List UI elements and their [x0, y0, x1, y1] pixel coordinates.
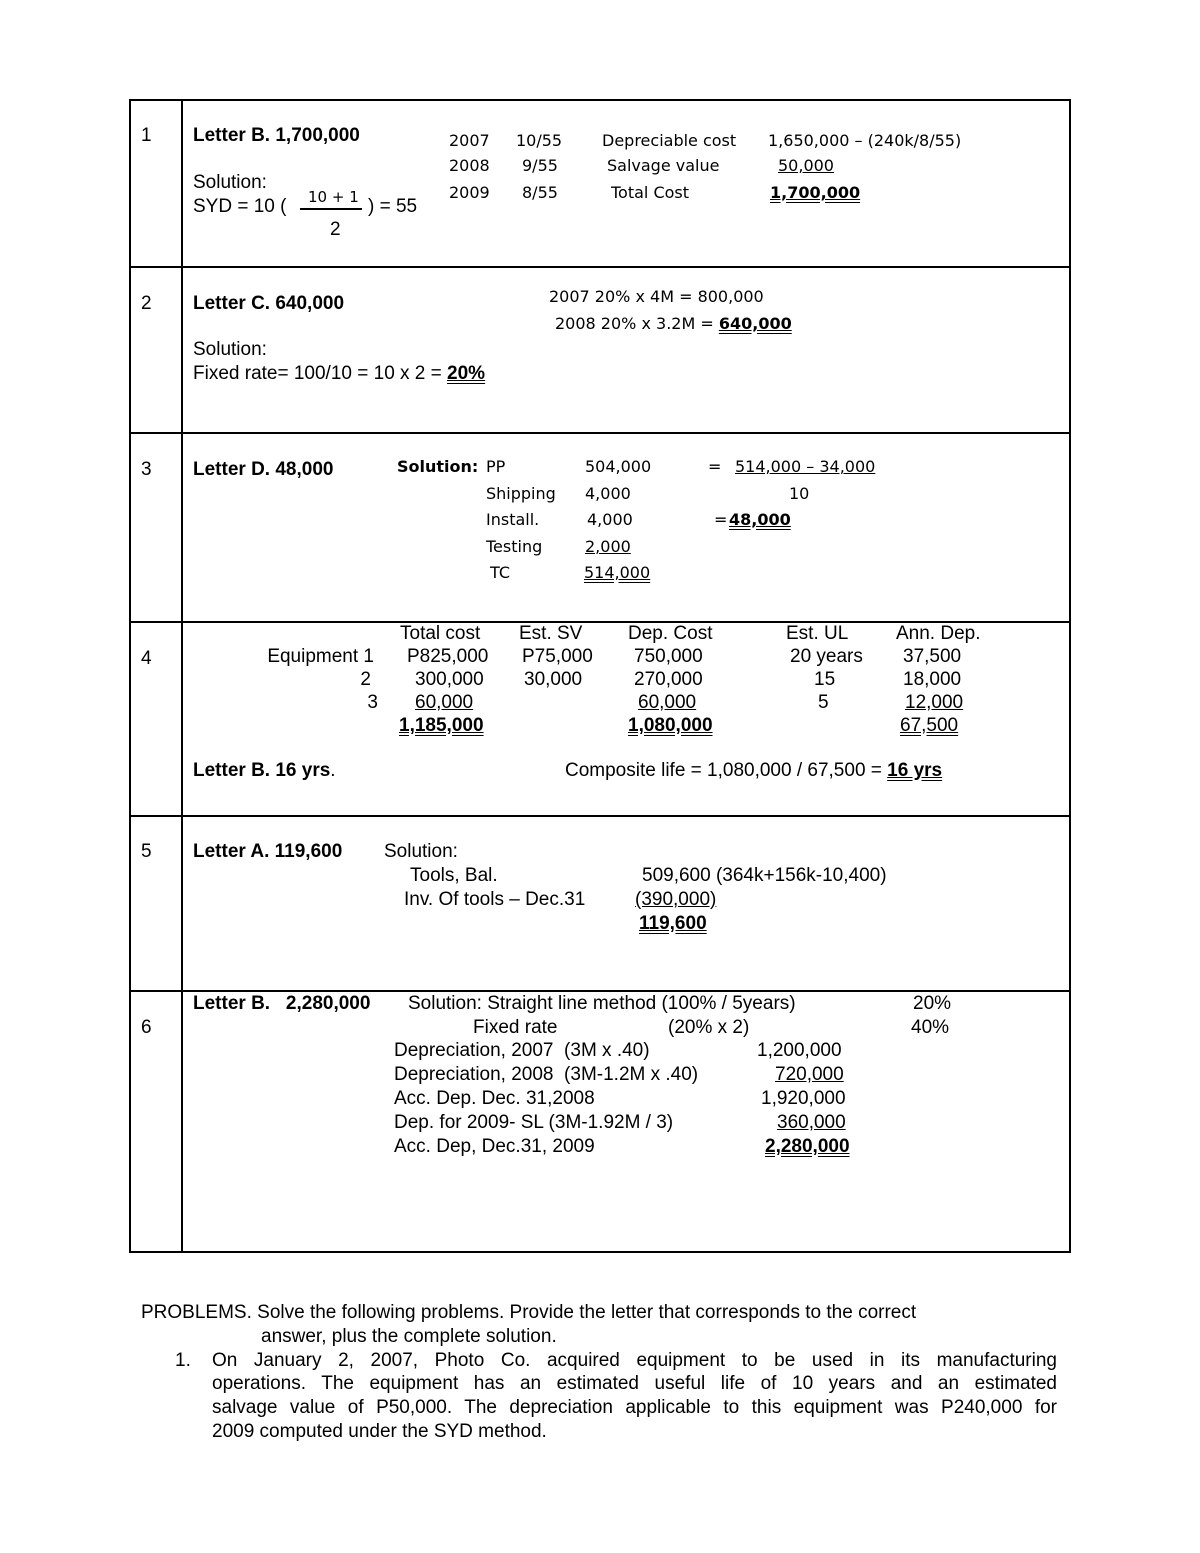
schedule-value: 1,650,000 – (240k/8/55) — [768, 131, 962, 150]
line-value: 1,920,000 — [761, 1088, 846, 1109]
composite-life-line — [565, 760, 942, 782]
salvage-value: P75,000 — [522, 646, 593, 667]
total-cost: 60,000 — [415, 692, 474, 713]
equipment-label: Equipment 1 — [267, 646, 374, 667]
column-header: Est. SV — [519, 623, 583, 644]
fraction-bar — [300, 208, 362, 210]
row-number: 3 — [141, 459, 152, 480]
schedule-fraction: 10/55 — [516, 131, 563, 150]
annual-depreciation: 12,000 — [905, 692, 964, 713]
syd-denominator: 2 — [330, 219, 341, 240]
calc-line: 2007 20% x 4M = 800,000 — [549, 287, 764, 306]
line-label: Depreciation, 2007 (3M x .40) — [394, 1040, 650, 1061]
calc-result: 640,000 — [718, 314, 792, 333]
fixed-rate-line — [193, 363, 485, 385]
schedule-label: Total Cost — [611, 183, 690, 202]
problem-text-line: operations. The equipment has an estimated useful life of 10 years and an estimated — [212, 1373, 1057, 1394]
answer-letter: Letter B. 1,700,000 — [193, 125, 360, 146]
syd-numerator: 10 + 1 — [308, 188, 359, 206]
syd-formula-left: SYD = 10 ( — [193, 196, 287, 217]
solution-label: Solution: — [384, 841, 458, 862]
answer-period: . — [330, 760, 336, 781]
schedule-year: 2007 — [449, 131, 490, 150]
line-value: 720,000 — [775, 1064, 844, 1085]
row-number: 2 — [141, 293, 152, 314]
solution-label: Solution: — [193, 172, 267, 193]
line-value: (390,000) — [635, 889, 717, 910]
column-header: Dep. Cost — [628, 623, 713, 644]
solution-label: Solution: — [193, 339, 267, 360]
calc-text: 2008 20% x 3.2M = — [555, 314, 719, 333]
row-number: 1 — [141, 125, 152, 146]
fixed-rate-label: Fixed rate — [473, 1017, 558, 1038]
useful-life: 20 years — [790, 646, 863, 667]
fixed-rate-calc: (20% x 2) — [668, 1017, 750, 1038]
cost-item-value: 4,000 — [585, 484, 631, 503]
fixed-rate-value: 40% — [911, 1017, 950, 1038]
problem-number: 1. — [175, 1350, 191, 1371]
schedule-year: 2008 — [449, 156, 490, 175]
column-header: Ann. Dep. — [896, 623, 981, 644]
cost-item-label: Testing — [486, 537, 543, 556]
equipment-label: 2 — [360, 669, 371, 690]
problem-text-line: salvage value of P50,000. The depreciation applicable to this equipment was P240,000 for — [212, 1397, 1057, 1418]
line-label: Acc. Dep. Dec. 31,2008 — [394, 1088, 595, 1109]
cost-item-value: 504,000 — [585, 457, 652, 476]
row-divider — [129, 990, 1071, 992]
annual-depreciation-sum: 67,500 — [900, 715, 959, 736]
equals-sign: = — [714, 510, 728, 529]
answer-letter: Letter D. 48,000 — [193, 459, 334, 480]
solution-text: Solution: Straight line method (100% / 5years) — [408, 993, 796, 1014]
depreciable-cost: 270,000 — [634, 669, 703, 690]
fixed-rate-text: Fixed rate= 100/10 = 10 x 2 = — [193, 363, 448, 384]
formula-denominator: 10 — [789, 484, 810, 503]
solution-rate: 20% — [913, 993, 952, 1014]
line-label: Dep. for 2009- SL (3M-1.92M / 3) — [394, 1112, 674, 1133]
problem-text-line: On January 2, 2007, Photo Co. acquired equipment to be used in its manufacturing — [212, 1350, 1057, 1371]
depreciable-cost: 60,000 — [638, 692, 697, 713]
line-label: Tools, Bal. — [410, 865, 498, 886]
schedule-label: Depreciable cost — [602, 131, 737, 150]
schedule-label: Salvage value — [607, 156, 720, 175]
answer-line — [193, 760, 336, 782]
answer-letter: Letter C. 640,000 — [193, 293, 345, 314]
problems-heading-continued: answer, plus the complete solution. — [261, 1326, 557, 1347]
table-column-divider — [181, 99, 183, 1253]
useful-life: 5 — [818, 692, 829, 713]
cost-item-label: TC — [490, 563, 511, 582]
problem-text-line: 2009 computed under the SYD method. — [212, 1421, 547, 1442]
solution-label: Solution: — [397, 457, 479, 476]
composite-life-text: Composite life = 1,080,000 / 67,500 = — [565, 760, 888, 781]
row-divider — [129, 432, 1071, 434]
line-label: Depreciation, 2008 (3M-1.2M x .40) — [394, 1064, 699, 1085]
problems-heading: PROBLEMS. Solve the following problems. Provide the letter that corresponds to the correct — [141, 1302, 917, 1323]
answer-letter: Letter B. 2,280,000 — [193, 993, 371, 1014]
schedule-value: 50,000 — [778, 156, 834, 175]
cost-item-value: 2,000 — [585, 537, 631, 556]
cost-item-label: Install. — [486, 510, 540, 529]
salvage-value: 30,000 — [524, 669, 583, 690]
line-result: 119,600 — [639, 913, 707, 934]
equipment-label: 3 — [367, 692, 378, 713]
syd-formula-right: ) = 55 — [368, 196, 418, 217]
row-number: 6 — [141, 1017, 152, 1038]
line-label: Inv. Of tools – Dec.31 — [404, 889, 586, 910]
column-header: Total cost — [400, 623, 481, 644]
line-value: 360,000 — [777, 1112, 846, 1133]
composite-life-value: 16 yrs — [887, 760, 943, 781]
formula-numerator: 514,000 – 34,000 — [735, 457, 876, 476]
schedule-total: 1,700,000 — [770, 183, 861, 202]
line-value: 509,600 (364k+156k-10,400) — [642, 865, 887, 886]
total-cost: 300,000 — [415, 669, 484, 690]
column-header: Est. UL — [786, 623, 849, 644]
cost-item-value: 4,000 — [587, 510, 633, 529]
row-number: 4 — [141, 648, 152, 669]
schedule-fraction: 9/55 — [522, 156, 558, 175]
schedule-fraction: 8/55 — [522, 183, 558, 202]
calc-line — [555, 313, 792, 335]
cost-item-label: Shipping — [486, 484, 556, 503]
line-label: Acc. Dep, Dec.31, 2009 — [394, 1136, 595, 1157]
total-cost-sum: 1,185,000 — [399, 715, 484, 736]
line-result: 2,280,000 — [765, 1136, 850, 1157]
schedule-year: 2009 — [449, 183, 490, 202]
equals-sign: = — [708, 457, 722, 476]
depreciable-cost: 750,000 — [634, 646, 703, 667]
annual-depreciation: 37,500 — [903, 646, 962, 667]
useful-life: 15 — [814, 669, 836, 690]
row-number: 5 — [141, 841, 152, 862]
annual-depreciation: 18,000 — [903, 669, 962, 690]
depreciable-cost-sum: 1,080,000 — [628, 715, 713, 736]
cost-item-label: PP — [486, 457, 506, 476]
line-value: 1,200,000 — [757, 1040, 842, 1061]
cost-item-total: 514,000 — [584, 563, 651, 582]
answer-letter: Letter B. 16 yrs — [193, 760, 331, 781]
fixed-rate-value: 20% — [447, 363, 486, 384]
row-divider — [129, 266, 1071, 268]
row-divider — [129, 815, 1071, 817]
total-cost: P825,000 — [407, 646, 489, 667]
formula-result: 48,000 — [729, 510, 791, 529]
answer-letter: Letter A. 119,600 — [193, 841, 343, 862]
